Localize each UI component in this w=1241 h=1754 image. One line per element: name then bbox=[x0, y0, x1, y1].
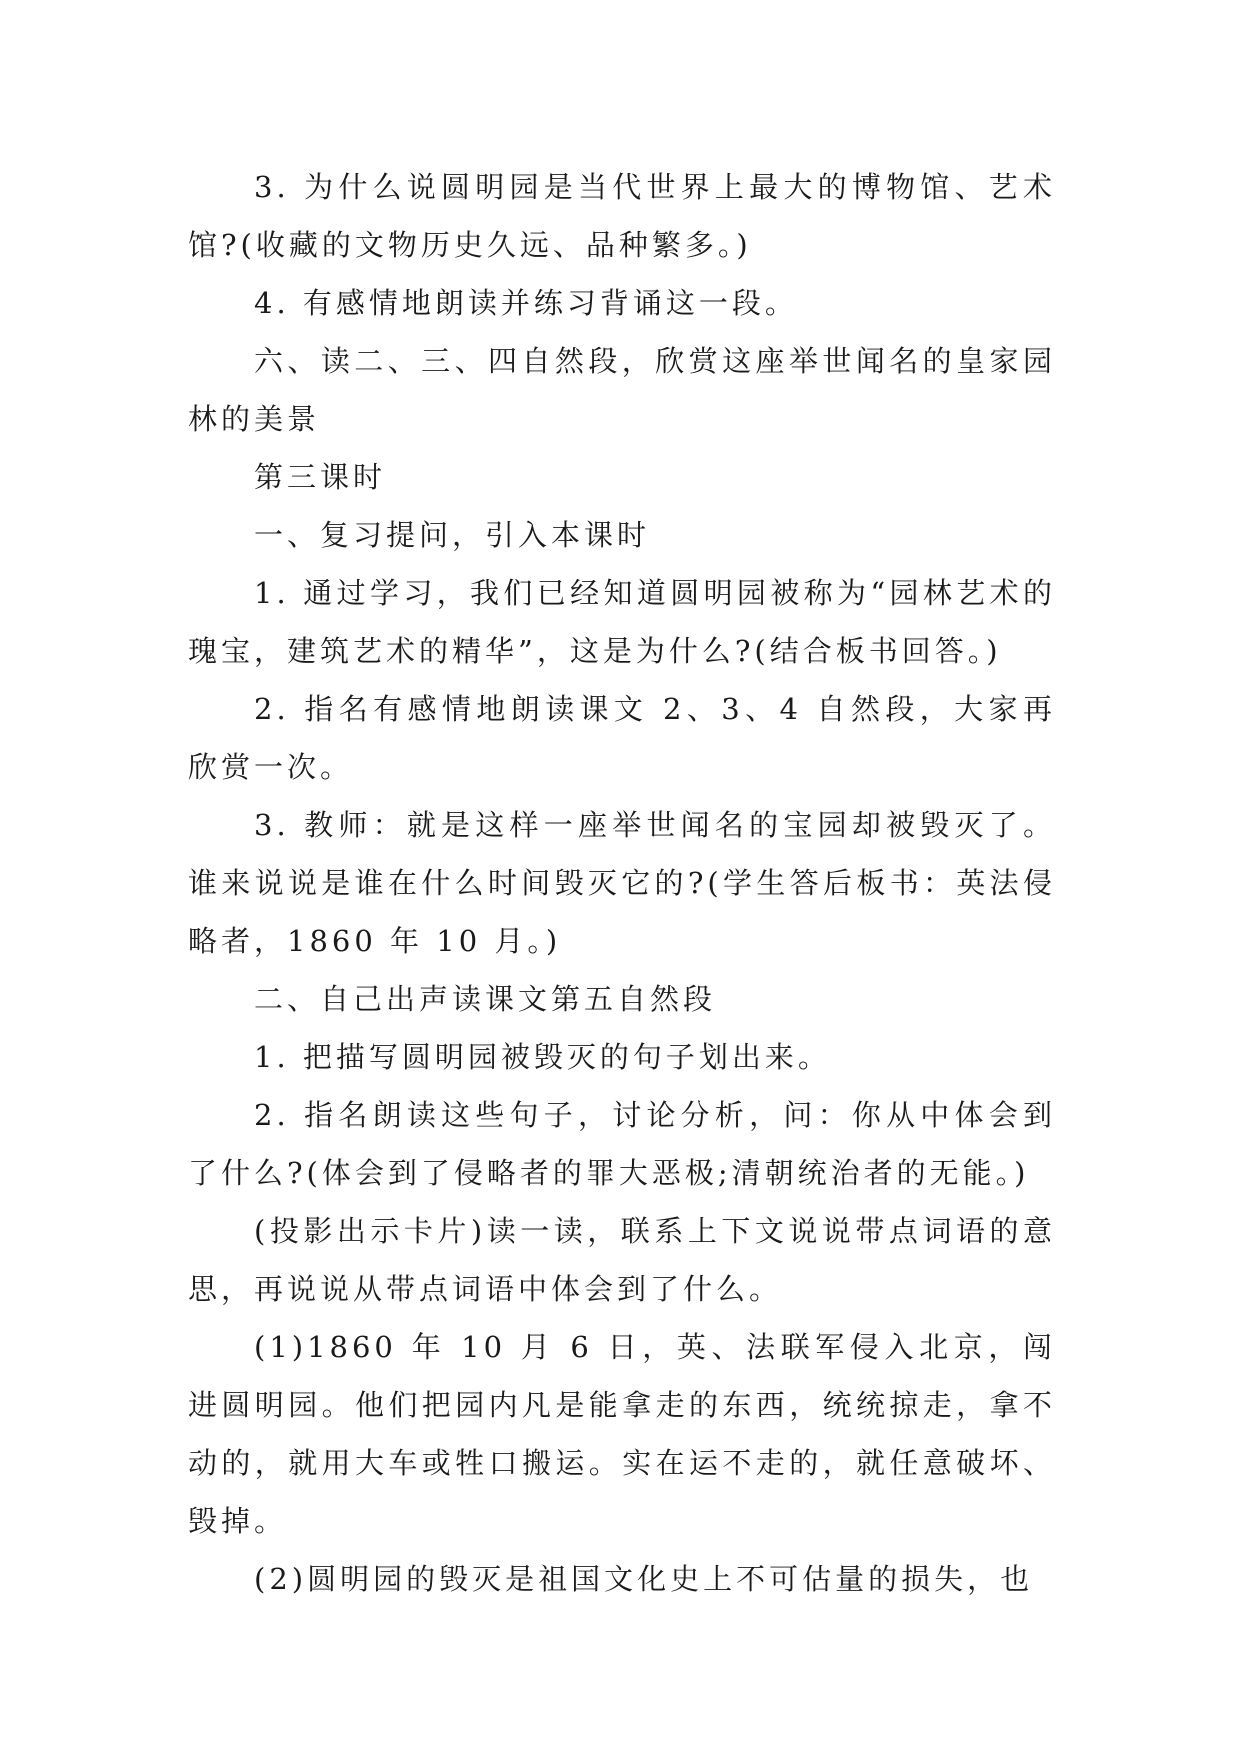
paragraph: 2. 指名朗读这些句子，讨论分析，问：你从中体会到了什么?(体会到了侵略者的罪大恶极;清朝统治者的无能。) bbox=[188, 1098, 1056, 1190]
paragraph: 六、读二、三、四自然段，欣赏这座举世闻名的皇家园林的美景 bbox=[188, 344, 1056, 436]
paragraph: (投影出示卡片)读一读，联系上下文说说带点词语的意思，再说说从带点词语中体会到了什么。 bbox=[188, 1214, 1056, 1306]
paragraph: 3. 为什么说圆明园是当代世界上最大的博物馆、艺术馆?(收藏的文物历史久远、品种繁多。) bbox=[188, 170, 1056, 262]
paragraph: 1. 把描写圆明园被毁灭的句子划出来。 bbox=[254, 1040, 831, 1074]
section-heading: 第三课时 bbox=[254, 460, 387, 494]
section-heading: 一、复习提问，引入本课时 bbox=[254, 518, 651, 552]
paragraph: (1)1860 年 10 月 6 日，英、法联军侵入北京，闯进圆明园。他们把园内凡是能拿走的东西，统统掠走，拿不动的，就用大车或牲口搬运。实在运不走的，就任意破坏、毁掉。 bbox=[188, 1330, 1056, 1538]
paragraph: 1. 通过学习，我们已经知道圆明园被称为“园林艺术的瑰宝，建筑艺术的精华”，这是为什么?(结合板书回答。) bbox=[188, 576, 1056, 668]
document-body bbox=[188, 158, 1056, 1608]
paragraph: 3. 教师：就是这样一座举世闻名的宝园却被毁灭了。谁来说说是谁在什么时间毁灭它的?(学生答后板书：英法侵略者，1860 年 10 月。) bbox=[188, 808, 1056, 958]
paragraph: 2. 指名有感情地朗读课文 2、3、4 自然段，大家再欣赏一次。 bbox=[188, 692, 1056, 784]
section-heading: 二、自己出声读课文第五自然段 bbox=[254, 982, 717, 1016]
paragraph: 4. 有感情地朗读并练习背诵这一段。 bbox=[254, 286, 798, 320]
paragraph: (2)圆明园的毁灭是祖国文化史上不可估量的损失，也 bbox=[254, 1562, 1034, 1596]
